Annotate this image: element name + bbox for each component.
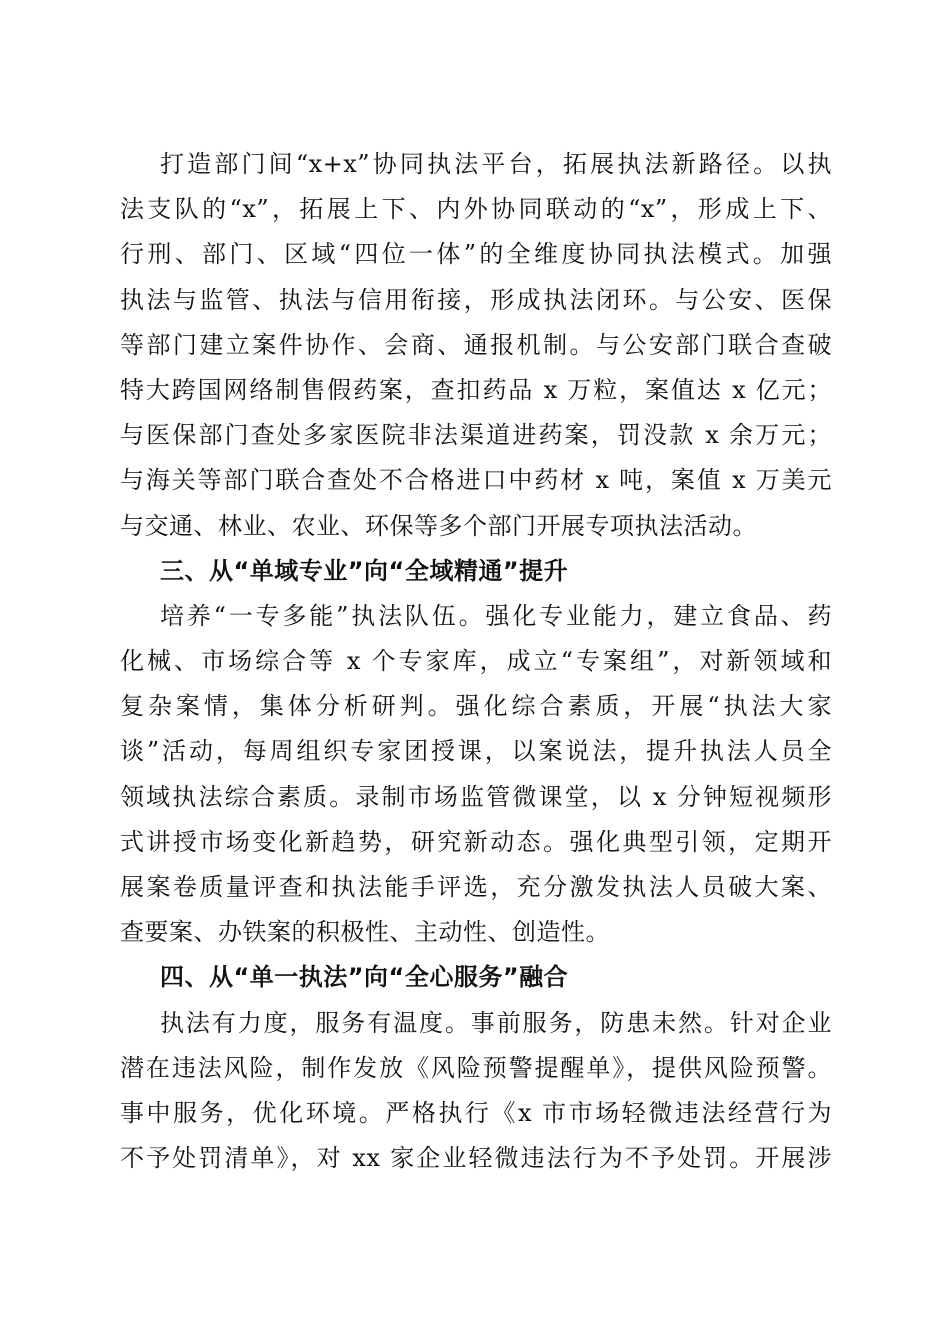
paragraph-line: 与海关等部门联合查处不合格进口中药材 x 吨，案值 x 万美元 xyxy=(120,466,832,495)
paragraph-line: 领域执法综合素质。录制市场监管微课堂，以 x 分钟短视频形 xyxy=(120,782,832,811)
paragraph-line: 不予处罚清单》，对 xx 家企业轻微违法行为不予处罚。开展涉 xyxy=(120,1144,832,1173)
document-body xyxy=(120,142,832,1181)
paragraph-line: 化械、市场综合等 x 个专家库，成立“专案组”，对新领域和 xyxy=(120,647,832,676)
paragraph-line: 谈”活动，每周组织专家团授课，以案说法，提升执法人员全 xyxy=(120,737,832,766)
paragraph-line: 行刑、部门、区域“四位一体”的全维度协同执法模式。加强 xyxy=(120,240,832,269)
paragraph-line: 事中服务，优化环境。严格执行《x 市市场轻微违法经营行为 xyxy=(120,1098,832,1127)
paragraph-line: 执法与监管、执法与信用衔接，形成执法闭环。与公安、医保 xyxy=(120,285,832,314)
section-heading-3: 三、从“单域专业”向“全域精通”提升 xyxy=(160,556,569,585)
paragraph-line: 打造部门间“x+x”协同执法平台，拓展执法新路径。以执 xyxy=(160,150,832,178)
paragraph-line: 执法有力度，服务有温度。事前服务，防患未然。针对企业 xyxy=(160,1008,832,1037)
paragraph-line: 特大跨国网络制售假药案，查扣药品 x 万粒，案值达 x 亿元； xyxy=(120,375,832,404)
paragraph-line: 等部门建立案件协作、会商、通报机制。与公安部门联合查破 xyxy=(120,330,832,359)
paragraph-line: 培养“一专多能”执法队伍。强化专业能力，建立食品、药 xyxy=(160,601,832,630)
paragraph-line: 式讲授市场变化新趋势，研究新动态。强化典型引领，定期开 xyxy=(120,827,832,856)
paragraph-line: 展案卷质量评查和执法能手评选，充分激发执法人员破大案、 xyxy=(120,873,832,901)
section-heading-4: 四、从“单一执法”向“全心服务”融合 xyxy=(160,963,569,992)
paragraph-line: 查要案、办铁案的积极性、主动性、创造性。 xyxy=(120,918,610,947)
paragraph-line: 与医保部门查处多家医院非法渠道进药案，罚没款 x 余万元； xyxy=(120,421,832,450)
paragraph-line: 复杂案情，集体分析研判。强化综合素质，开展“执法大家 xyxy=(120,692,832,721)
paragraph-line: 潜在违法风险，制作发放《风险预警提醒单》，提供风险预警。 xyxy=(120,1053,832,1082)
paragraph-line: 法支队的“x”，拓展上下、内外协同联动的“x”，形成上下、 xyxy=(120,195,832,224)
paragraph-line: 与交通、林业、农业、环保等多个部门开展专项执法活动。 xyxy=(120,511,757,540)
